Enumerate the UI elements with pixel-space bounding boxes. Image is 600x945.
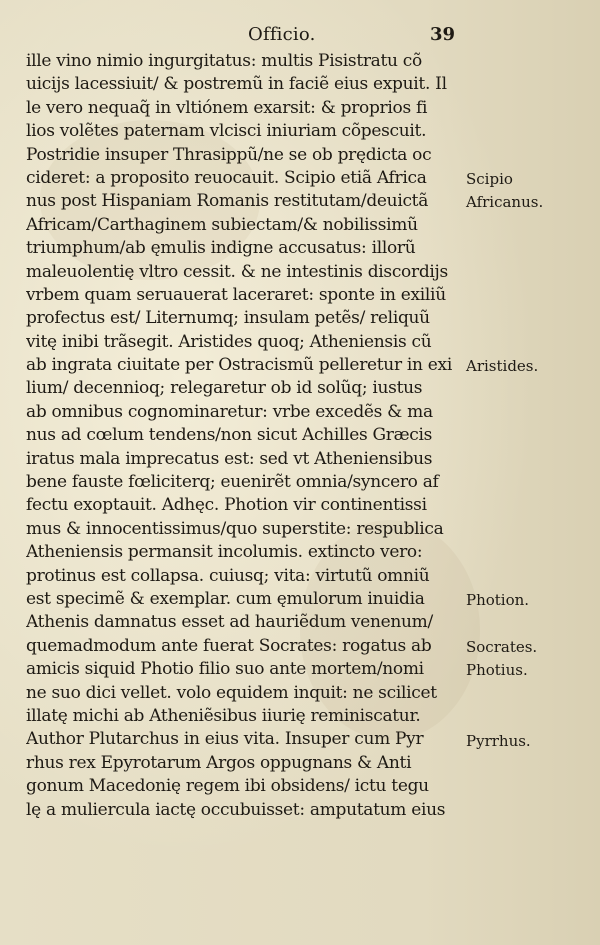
page-number: 39 <box>430 24 456 45</box>
text-line: lę a muliercula iactę occubuisset: amputatum eius <box>26 799 446 820</box>
text-line: Africam/Carthaginem subiectam/& nobilissimũ <box>26 214 418 235</box>
margin-note: Scipio <box>466 170 513 188</box>
text-line: mus & innocentissimus/quo superstite: respublica <box>26 518 444 539</box>
text-line: quemadmodum ante fuerat Socrates: rogatus ab <box>26 635 432 656</box>
text-line: maleuolentię vltro cessit. & ne intestinis discordijs <box>26 261 448 282</box>
text-line: vrbem quam seruauerat laceraret: sponte in exiliũ <box>26 284 446 305</box>
margin-note: Photius. <box>466 661 528 680</box>
body-text <box>26 50 462 822</box>
margin-note: Photion. <box>466 591 530 610</box>
text-line: Author Plutarchus in eius vita. Insuper cum Pyr <box>26 729 424 750</box>
margin-note: Africanus. <box>466 193 544 212</box>
text-line: lios volẽtes paternam vlcisci iniuriam cõpescuit. <box>26 121 427 142</box>
text-line: rhus rex Epyrotarum Argos oppugnans & Anti <box>26 752 412 773</box>
text-line: ab ingrata ciuitate per Ostracismũ pelleretur in exi <box>26 355 452 376</box>
text-line: lium/ decennioq; relegaretur ob id solũq; iustus <box>26 378 423 399</box>
text-line: cideret: a proposito reuocauit. Scipio etiã Africa <box>26 167 427 188</box>
text-line: uicijs lacessiuit/ & postremũ in faciẽ eius expuit. Il <box>26 74 447 95</box>
margin-note: Pyrrhus. <box>466 731 531 750</box>
text-line: ne suo dici vellet. volo equidem inquit: ne scilicet <box>26 682 437 703</box>
text-line: triumphum/ab ęmulis indigne accusatus: illorũ <box>26 238 416 259</box>
text-line: amicis siquid Photio filio suo ante mortem/nomi <box>26 659 424 680</box>
text-line: ab omnibus cognominaretur: vrbe excedẽs & ma <box>26 401 433 422</box>
text-line: fectu exoptauit. Adhęc. Photion vir continentissi <box>26 495 427 516</box>
text-line: Atheniensis permansit incolumis. extincto vero: <box>26 542 423 563</box>
text-line: nus post Hispaniam Romanis restitutam/deuictã <box>26 191 429 212</box>
text-line: Athenis damnatus esset ad hauriẽdum venenum/ <box>26 612 433 633</box>
text-line: est specimẽ & exemplar. cum ęmulorum inuidia <box>26 588 425 609</box>
text-line: illatę michi ab Atheniẽsibus iiurię reminiscatur. <box>26 705 421 726</box>
text-line: profectus est/ Liternumq; insulam petẽs/ reliquũ <box>26 308 430 329</box>
text-line: nus ad cœlum tendens/non sicut Achilles Græcis <box>26 425 433 446</box>
text-line: gonum Macedonię regem ibi obsidens/ ictu tegu <box>26 776 429 797</box>
margin-note: Socrates. <box>466 638 538 656</box>
text-line: Postridie insuper Thrasippũ/ne se ob prędicta oc <box>26 144 432 165</box>
margin-notes <box>464 0 594 945</box>
text-line: vitę inibi trãsegit. Aristides quoq; Atheniensis cũ <box>26 331 432 352</box>
text-line: protinus est collapsa. cuiusq; vita: virtutũ omniũ <box>26 565 430 586</box>
text-line: ille vino nimio ingurgitatus: multis Pisistratu cõ <box>26 51 422 71</box>
text-line: le vero nequaq̃ in vltiónem exarsit: & proprios fi <box>26 97 428 118</box>
text-line: bene fauste fœliciterq; euenirẽt omnia/syncero af <box>26 472 439 493</box>
text-line: iratus mala imprecatus est: sed vt Atheniensibus <box>26 448 433 469</box>
margin-note: Aristides. <box>466 357 539 376</box>
running-title: Officio. <box>248 24 316 45</box>
